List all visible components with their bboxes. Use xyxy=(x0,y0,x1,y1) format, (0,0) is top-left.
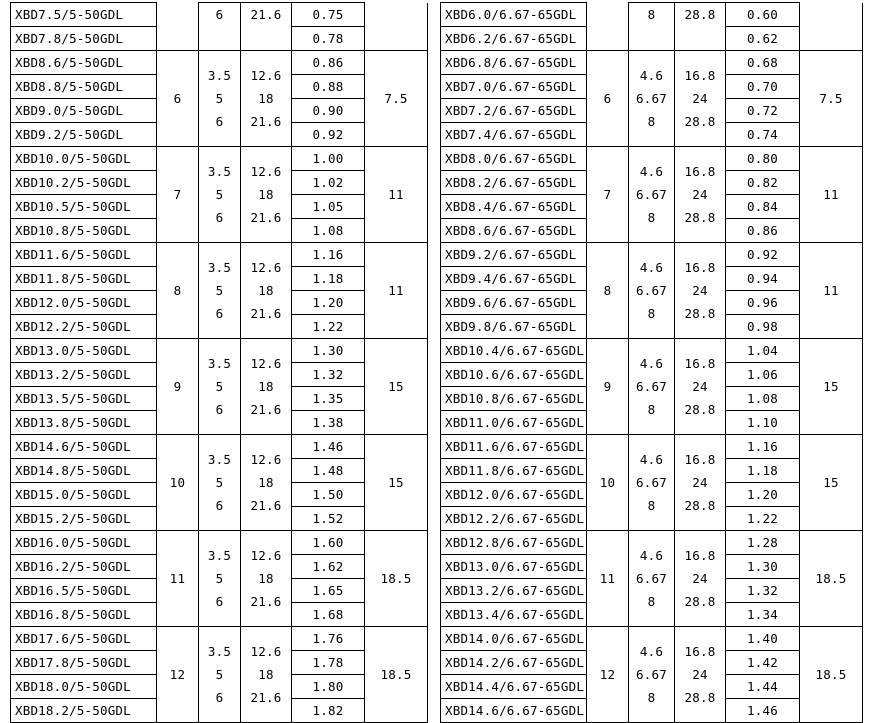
flow-m3h-cell-value: 21.6 xyxy=(250,402,282,417)
flow-cell-blank xyxy=(675,27,726,51)
flow-m3h-cell-value: 12.6 xyxy=(250,356,282,371)
flow-m3h-cell-value: 21.6 xyxy=(250,210,282,225)
model-cell: XBD13.2/5-50GDL xyxy=(11,363,157,387)
flow-m3h-cell-value: 16.8 xyxy=(684,452,716,467)
flow-m3h-cell-value: 16.8 xyxy=(684,356,716,371)
motor-cell: 11 xyxy=(800,243,863,339)
flow-ls-cell-value: 8 xyxy=(647,690,656,705)
power-cell: 1.22 xyxy=(726,507,800,531)
flow-m3h-cell-value: 18 xyxy=(258,91,274,106)
motor-cell: 18.5 xyxy=(365,531,428,627)
pipe-cell: 7 xyxy=(157,147,199,243)
model-cell: XBD7.2/6.67-65GDL xyxy=(441,99,587,123)
pipe-cell: 12 xyxy=(157,627,199,723)
flow-ls-cell-value: 6 xyxy=(215,498,224,513)
power-cell: 0.82 xyxy=(726,171,800,195)
motor-cell: 7.5 xyxy=(800,51,863,147)
pressure-cell-blank xyxy=(629,27,675,51)
model-cell: XBD10.8/6.67-65GDL xyxy=(441,387,587,411)
flow-ls-cell-value: 8 xyxy=(647,498,656,513)
power-cell: 0.72 xyxy=(726,99,800,123)
pipe-cell: 10 xyxy=(157,435,199,531)
flow-m3h-cell-value: 21.6 xyxy=(250,594,282,609)
pipe-cell: 9 xyxy=(587,339,629,435)
flow-ls-cell-value: 6 xyxy=(215,402,224,417)
flow-ls-cell-value: 8 xyxy=(647,594,656,609)
power-cell: 1.20 xyxy=(292,291,365,315)
power-cell: 1.38 xyxy=(292,411,365,435)
pipe-cell: 9 xyxy=(157,339,199,435)
left-table-body xyxy=(11,3,428,723)
power-cell: 1.30 xyxy=(726,555,800,579)
flow-m3h-cell xyxy=(675,51,726,147)
flow-m3h-cell-value: 21.6 xyxy=(250,306,282,321)
power-cell: 0.92 xyxy=(726,243,800,267)
model-cell: XBD9.0/5-50GDL xyxy=(11,99,157,123)
power-cell: 1.20 xyxy=(726,483,800,507)
flow-m3h-cell-value: 18 xyxy=(258,379,274,394)
flow-m3h-cell xyxy=(675,147,726,243)
flow-m3h-cell-value: 24 xyxy=(692,667,708,682)
table-row xyxy=(11,435,428,459)
right-table-body xyxy=(441,3,863,723)
power-cell: 0.78 xyxy=(292,27,365,51)
table-row xyxy=(441,51,863,75)
flow-ls-cell xyxy=(199,147,241,243)
power-cell: 0.86 xyxy=(726,219,800,243)
model-cell: XBD8.8/5-50GDL xyxy=(11,75,157,99)
model-cell: XBD6.0/6.67-65GDL xyxy=(441,3,587,27)
pipe-cell-blank xyxy=(587,3,629,51)
motor-cell: 15 xyxy=(365,435,428,531)
model-cell: XBD15.0/5-50GDL xyxy=(11,483,157,507)
power-cell: 1.08 xyxy=(726,387,800,411)
model-cell: XBD16.0/5-50GDL xyxy=(11,531,157,555)
power-cell: 1.04 xyxy=(726,339,800,363)
model-cell: XBD14.0/6.67-65GDL xyxy=(441,627,587,651)
flow-m3h-cell-value: 28.8 xyxy=(684,402,716,417)
pipe-cell: 6 xyxy=(157,51,199,147)
flow-ls-cell-value: 8 xyxy=(647,402,656,417)
flow-m3h-cell-value: 16.8 xyxy=(684,644,716,659)
model-cell: XBD17.6/5-50GDL xyxy=(11,627,157,651)
power-cell: 1.02 xyxy=(292,171,365,195)
motor-cell: 11 xyxy=(365,147,428,243)
motor-cell: 11 xyxy=(800,147,863,243)
model-cell: XBD10.4/6.67-65GDL xyxy=(441,339,587,363)
power-cell: 1.40 xyxy=(726,627,800,651)
motor-cell: 18.5 xyxy=(800,531,863,627)
table-row xyxy=(441,3,863,27)
model-cell: XBD13.5/5-50GDL xyxy=(11,387,157,411)
flow-m3h-cell xyxy=(241,435,292,531)
model-cell: XBD15.2/5-50GDL xyxy=(11,507,157,531)
flow-m3h-cell xyxy=(241,243,292,339)
flow-ls-cell xyxy=(629,627,675,723)
flow-ls-cell-value: 6.67 xyxy=(636,187,667,202)
power-cell: 1.22 xyxy=(292,315,365,339)
power-cell: 1.30 xyxy=(292,339,365,363)
flow-m3h-cell xyxy=(241,531,292,627)
flow-m3h-cell xyxy=(675,243,726,339)
flow-m3h-cell-value: 24 xyxy=(692,283,708,298)
flow-ls-cell-value: 3.5 xyxy=(207,548,232,563)
model-cell: XBD11.8/6.67-65GDL xyxy=(441,459,587,483)
flow-ls-cell xyxy=(629,531,675,627)
flow-m3h-cell-value: 16.8 xyxy=(684,68,716,83)
motor-cell: 7.5 xyxy=(365,51,428,147)
model-cell: XBD7.0/6.67-65GDL xyxy=(441,75,587,99)
model-cell: XBD14.4/6.67-65GDL xyxy=(441,675,587,699)
power-cell: 1.62 xyxy=(292,555,365,579)
flow-ls-cell-value: 4.6 xyxy=(639,260,664,275)
pipe-cell: 8 xyxy=(157,243,199,339)
model-cell: XBD18.0/5-50GDL xyxy=(11,675,157,699)
flow-m3h-cell xyxy=(675,339,726,435)
flow-ls-cell xyxy=(629,51,675,147)
model-cell: XBD13.0/5-50GDL xyxy=(11,339,157,363)
model-cell: XBD8.6/6.67-65GDL xyxy=(441,219,587,243)
pipe-cell-blank xyxy=(157,3,199,51)
flow-ls-cell-value: 6.67 xyxy=(636,571,667,586)
flow-ls-cell xyxy=(199,435,241,531)
flow-m3h-cell xyxy=(241,339,292,435)
pressure-cell: 8 xyxy=(629,3,675,27)
flow-m3h-cell-value: 18 xyxy=(258,187,274,202)
model-cell: XBD12.0/6.67-65GDL xyxy=(441,483,587,507)
flow-m3h-cell xyxy=(241,627,292,723)
flow-ls-cell-value: 8 xyxy=(647,114,656,129)
model-cell: XBD11.6/6.67-65GDL xyxy=(441,435,587,459)
flow-ls-cell-value: 6.67 xyxy=(636,91,667,106)
flow-ls-cell-value: 6 xyxy=(215,210,224,225)
flow-m3h-cell xyxy=(675,435,726,531)
power-cell: 1.35 xyxy=(292,387,365,411)
power-cell: 1.10 xyxy=(726,411,800,435)
power-cell: 0.70 xyxy=(726,75,800,99)
flow-m3h-cell xyxy=(241,147,292,243)
power-cell: 0.84 xyxy=(726,195,800,219)
flow-ls-cell-value: 3.5 xyxy=(207,164,232,179)
pipe-cell: 12 xyxy=(587,627,629,723)
table-row xyxy=(11,3,428,27)
flow-m3h-cell-value: 16.8 xyxy=(684,548,716,563)
flow-m3h-cell-value: 24 xyxy=(692,571,708,586)
flow-cell: 21.6 xyxy=(241,3,292,27)
flow-m3h-cell-value: 18 xyxy=(258,283,274,298)
table-row xyxy=(441,243,863,267)
table-row xyxy=(11,51,428,75)
flow-m3h-cell xyxy=(241,51,292,147)
power-cell: 1.05 xyxy=(292,195,365,219)
flow-m3h-cell-value: 18 xyxy=(258,667,274,682)
power-cell: 0.94 xyxy=(726,267,800,291)
motor-cell-blank xyxy=(365,3,428,51)
flow-ls-cell-value: 4.6 xyxy=(639,548,664,563)
model-cell: XBD8.0/6.67-65GDL xyxy=(441,147,587,171)
power-cell: 1.42 xyxy=(726,651,800,675)
model-cell: XBD16.5/5-50GDL xyxy=(11,579,157,603)
flow-ls-cell-value: 4.6 xyxy=(639,644,664,659)
flow-m3h-cell-value: 28.8 xyxy=(684,594,716,609)
right-spec-table xyxy=(440,2,863,723)
flow-ls-cell xyxy=(629,243,675,339)
power-cell: 1.28 xyxy=(726,531,800,555)
pipe-cell: 11 xyxy=(587,531,629,627)
model-cell: XBD7.5/5-50GDL xyxy=(11,3,157,27)
flow-m3h-cell-value: 12.6 xyxy=(250,644,282,659)
power-cell: 0.96 xyxy=(726,291,800,315)
flow-m3h-cell-value: 24 xyxy=(692,475,708,490)
flow-cell: 28.8 xyxy=(675,3,726,27)
flow-ls-cell-value: 8 xyxy=(647,210,656,225)
model-cell: XBD9.8/6.67-65GDL xyxy=(441,315,587,339)
flow-ls-cell-value: 4.6 xyxy=(639,164,664,179)
pipe-cell: 11 xyxy=(157,531,199,627)
model-cell: XBD10.0/5-50GDL xyxy=(11,147,157,171)
model-cell: XBD14.8/5-50GDL xyxy=(11,459,157,483)
motor-cell-blank xyxy=(800,3,863,51)
model-cell: XBD6.8/6.67-65GDL xyxy=(441,51,587,75)
power-cell: 0.88 xyxy=(292,75,365,99)
power-cell: 1.16 xyxy=(292,243,365,267)
flow-m3h-cell-value: 24 xyxy=(692,379,708,394)
model-cell: XBD7.8/5-50GDL xyxy=(11,27,157,51)
flow-ls-cell-value: 6.67 xyxy=(636,475,667,490)
left-spec-table xyxy=(10,2,428,723)
pressure-cell-blank xyxy=(199,27,241,51)
motor-cell: 15 xyxy=(800,435,863,531)
power-cell: 0.62 xyxy=(726,27,800,51)
power-cell: 1.76 xyxy=(292,627,365,651)
flow-m3h-cell-value: 18 xyxy=(258,571,274,586)
power-cell: 1.00 xyxy=(292,147,365,171)
flow-ls-cell xyxy=(199,243,241,339)
table-row xyxy=(441,147,863,171)
model-cell: XBD12.8/6.67-65GDL xyxy=(441,531,587,555)
power-cell: 0.74 xyxy=(726,123,800,147)
model-cell: XBD16.2/5-50GDL xyxy=(11,555,157,579)
flow-ls-cell-value: 3.5 xyxy=(207,68,232,83)
flow-m3h-cell-value: 12.6 xyxy=(250,164,282,179)
flow-ls-cell xyxy=(199,51,241,147)
motor-cell: 11 xyxy=(365,243,428,339)
flow-m3h-cell-value: 12.6 xyxy=(250,452,282,467)
table-row xyxy=(441,627,863,651)
flow-ls-cell-value: 5 xyxy=(215,667,224,682)
flow-m3h-cell-value: 21.6 xyxy=(250,498,282,513)
flow-m3h-cell-value: 24 xyxy=(692,187,708,202)
power-cell: 0.68 xyxy=(726,51,800,75)
flow-m3h-cell-value: 21.6 xyxy=(250,114,282,129)
flow-ls-cell-value: 5 xyxy=(215,283,224,298)
model-cell: XBD12.2/5-50GDL xyxy=(11,315,157,339)
flow-m3h-cell-value: 28.8 xyxy=(684,306,716,321)
power-cell: 0.90 xyxy=(292,99,365,123)
flow-ls-cell xyxy=(199,339,241,435)
pipe-cell: 10 xyxy=(587,435,629,531)
flow-m3h-cell-value: 16.8 xyxy=(684,164,716,179)
power-cell: 0.92 xyxy=(292,123,365,147)
flow-ls-cell xyxy=(199,627,241,723)
flow-ls-cell-value: 5 xyxy=(215,91,224,106)
flow-ls-cell-value: 8 xyxy=(647,306,656,321)
power-cell: 1.16 xyxy=(726,435,800,459)
table-row xyxy=(11,531,428,555)
flow-ls-cell-value: 6.67 xyxy=(636,667,667,682)
model-cell: XBD12.0/5-50GDL xyxy=(11,291,157,315)
model-cell: XBD14.6/6.67-65GDL xyxy=(441,699,587,723)
flow-ls-cell-value: 6.67 xyxy=(636,379,667,394)
flow-ls-cell-value: 5 xyxy=(215,187,224,202)
model-cell: XBD8.2/6.67-65GDL xyxy=(441,171,587,195)
model-cell: XBD10.6/6.67-65GDL xyxy=(441,363,587,387)
model-cell: XBD9.2/6.67-65GDL xyxy=(441,243,587,267)
model-cell: XBD17.8/5-50GDL xyxy=(11,651,157,675)
model-cell: XBD9.4/6.67-65GDL xyxy=(441,267,587,291)
model-cell: XBD13.0/6.67-65GDL xyxy=(441,555,587,579)
flow-ls-cell-value: 6 xyxy=(215,690,224,705)
power-cell: 1.60 xyxy=(292,531,365,555)
pressure-cell: 6 xyxy=(199,3,241,27)
motor-cell: 18.5 xyxy=(365,627,428,723)
power-cell: 0.60 xyxy=(726,3,800,27)
power-cell: 1.52 xyxy=(292,507,365,531)
flow-ls-cell-value: 6 xyxy=(215,114,224,129)
power-cell: 1.46 xyxy=(726,699,800,723)
model-cell: XBD8.4/6.67-65GDL xyxy=(441,195,587,219)
flow-ls-cell-value: 6 xyxy=(215,306,224,321)
flow-ls-cell-value: 4.6 xyxy=(639,452,664,467)
flow-m3h-cell-value: 24 xyxy=(692,91,708,106)
model-cell: XBD10.2/5-50GDL xyxy=(11,171,157,195)
model-cell: XBD10.8/5-50GDL xyxy=(11,219,157,243)
power-cell: 1.65 xyxy=(292,579,365,603)
table-row xyxy=(11,627,428,651)
flow-m3h-cell-value: 21.6 xyxy=(250,690,282,705)
power-cell: 1.80 xyxy=(292,675,365,699)
table-row xyxy=(441,531,863,555)
model-cell: XBD7.4/6.67-65GDL xyxy=(441,123,587,147)
flow-ls-cell-value: 3.5 xyxy=(207,644,232,659)
flow-ls-cell-value: 4.6 xyxy=(639,68,664,83)
power-cell: 1.44 xyxy=(726,675,800,699)
table-row xyxy=(11,339,428,363)
power-cell: 0.86 xyxy=(292,51,365,75)
flow-ls-cell-value: 6.67 xyxy=(636,283,667,298)
flow-ls-cell-value: 4.6 xyxy=(639,356,664,371)
flow-m3h-cell-value: 28.8 xyxy=(684,690,716,705)
table-row xyxy=(11,243,428,267)
flow-m3h-cell-value: 28.8 xyxy=(684,210,716,225)
power-cell: 1.82 xyxy=(292,699,365,723)
model-cell: XBD12.2/6.67-65GDL xyxy=(441,507,587,531)
power-cell: 1.18 xyxy=(292,267,365,291)
table-row xyxy=(11,147,428,171)
model-cell: XBD16.8/5-50GDL xyxy=(11,603,157,627)
model-cell: XBD13.8/5-50GDL xyxy=(11,411,157,435)
model-cell: XBD9.6/6.67-65GDL xyxy=(441,291,587,315)
model-cell: XBD10.5/5-50GDL xyxy=(11,195,157,219)
power-cell: 1.32 xyxy=(292,363,365,387)
motor-cell: 15 xyxy=(800,339,863,435)
model-cell: XBD18.2/5-50GDL xyxy=(11,699,157,723)
pipe-cell: 6 xyxy=(587,51,629,147)
pipe-cell: 7 xyxy=(587,147,629,243)
flow-ls-cell xyxy=(629,339,675,435)
flow-ls-cell-value: 3.5 xyxy=(207,260,232,275)
flow-cell-blank xyxy=(241,27,292,51)
flow-ls-cell-value: 6 xyxy=(215,594,224,609)
model-cell: XBD11.8/5-50GDL xyxy=(11,267,157,291)
power-cell: 0.75 xyxy=(292,3,365,27)
table-row xyxy=(441,339,863,363)
model-cell: XBD8.6/5-50GDL xyxy=(11,51,157,75)
pipe-cell: 8 xyxy=(587,243,629,339)
flow-ls-cell-value: 5 xyxy=(215,571,224,586)
motor-cell: 15 xyxy=(365,339,428,435)
power-cell: 0.98 xyxy=(726,315,800,339)
power-cell: 1.78 xyxy=(292,651,365,675)
power-cell: 1.48 xyxy=(292,459,365,483)
flow-m3h-cell-value: 16.8 xyxy=(684,260,716,275)
power-cell: 1.32 xyxy=(726,579,800,603)
flow-m3h-cell-value: 12.6 xyxy=(250,548,282,563)
flow-ls-cell xyxy=(199,531,241,627)
model-cell: XBD6.2/6.67-65GDL xyxy=(441,27,587,51)
power-cell: 1.68 xyxy=(292,603,365,627)
power-cell: 1.34 xyxy=(726,603,800,627)
power-cell: 1.06 xyxy=(726,363,800,387)
model-cell: XBD11.0/6.67-65GDL xyxy=(441,411,587,435)
power-cell: 1.50 xyxy=(292,483,365,507)
table-row xyxy=(441,27,863,51)
power-cell: 1.08 xyxy=(292,219,365,243)
flow-m3h-cell-value: 28.8 xyxy=(684,498,716,513)
flow-m3h-cell-value: 18 xyxy=(258,475,274,490)
model-cell: XBD13.2/6.67-65GDL xyxy=(441,579,587,603)
table-row xyxy=(441,435,863,459)
flow-ls-cell xyxy=(629,435,675,531)
model-cell: XBD11.6/5-50GDL xyxy=(11,243,157,267)
flow-m3h-cell-value: 12.6 xyxy=(250,260,282,275)
flow-ls-cell-value: 5 xyxy=(215,475,224,490)
flow-ls-cell xyxy=(629,147,675,243)
flow-ls-cell-value: 5 xyxy=(215,379,224,394)
flow-ls-cell-value: 3.5 xyxy=(207,356,232,371)
model-cell: XBD9.2/5-50GDL xyxy=(11,123,157,147)
flow-m3h-cell xyxy=(675,531,726,627)
flow-ls-cell-value: 3.5 xyxy=(207,452,232,467)
flow-m3h-cell xyxy=(675,627,726,723)
model-cell: XBD14.2/6.67-65GDL xyxy=(441,651,587,675)
flow-m3h-cell-value: 12.6 xyxy=(250,68,282,83)
model-cell: XBD13.4/6.67-65GDL xyxy=(441,603,587,627)
power-cell: 0.80 xyxy=(726,147,800,171)
power-cell: 1.46 xyxy=(292,435,365,459)
flow-m3h-cell-value: 28.8 xyxy=(684,114,716,129)
power-cell: 1.18 xyxy=(726,459,800,483)
motor-cell: 18.5 xyxy=(800,627,863,723)
model-cell: XBD14.6/5-50GDL xyxy=(11,435,157,459)
